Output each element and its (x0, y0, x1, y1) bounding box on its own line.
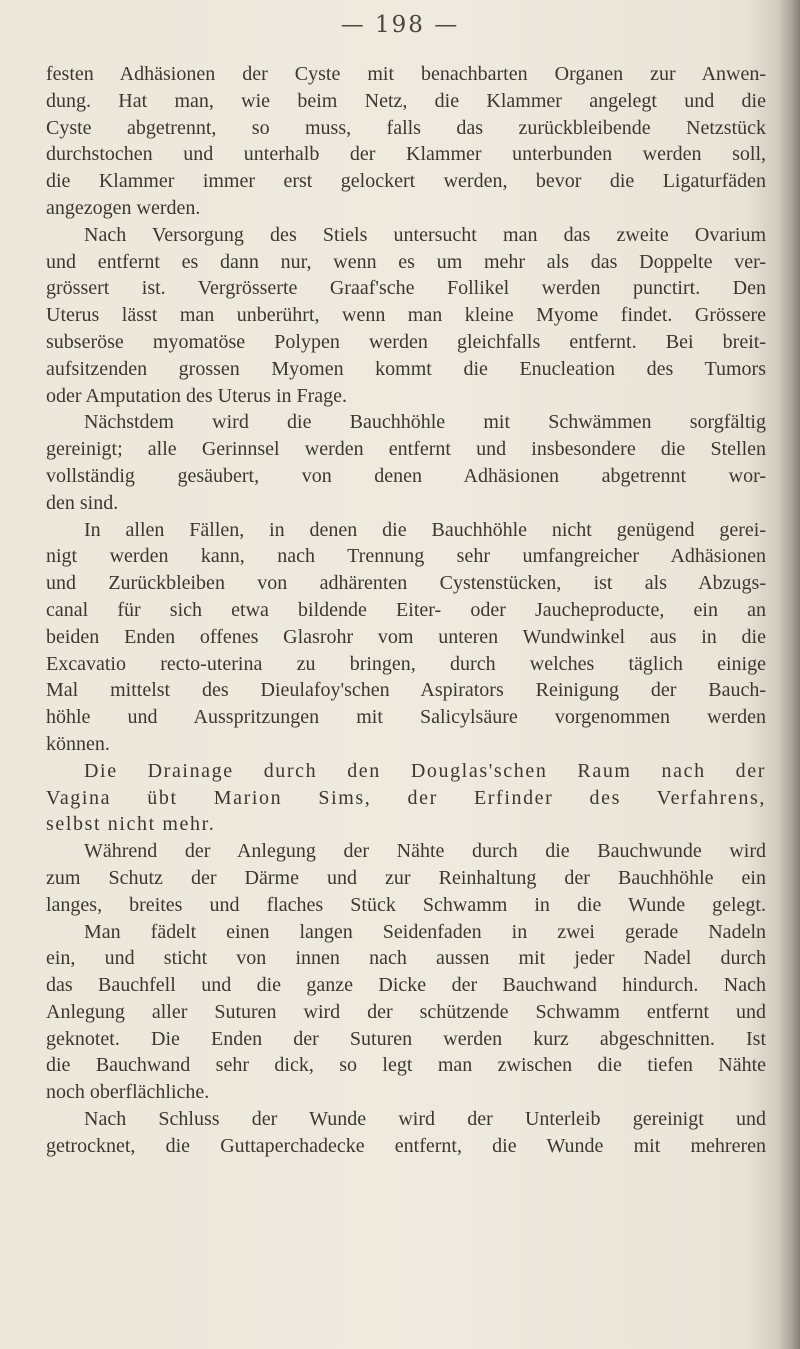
text-line: können. (46, 732, 110, 755)
text-line: oder Amputation des Uterus in Frage. (46, 384, 348, 407)
body-text (46, 61, 766, 1160)
text-line: Cyste abgetrennt, so muss, falls das zurückbleibende Netzstück (46, 116, 766, 139)
text-line: selbst nicht mehr. (46, 813, 216, 836)
text-line: höhle und Ausspritzungen mit Salicylsäure vorgenommen werden (46, 706, 766, 729)
page-edge-shadow (778, 0, 800, 1349)
text-line: festen Adhäsionen der Cyste mit benachbarten Organen zur Anwen- (46, 63, 766, 85)
text-line: die Bauchwand sehr dick, so legt man zwischen die tiefen Nähte (46, 1054, 766, 1077)
text-line: zum Schutz der Därme und zur Reinhaltung der Bauchhöhle ein (46, 866, 766, 889)
text-line: nigt werden kann, nach Trennung sehr umfangreicher Adhäsionen (46, 545, 766, 568)
text-line: und Zurückbleiben von adhärenten Cystenstücken, ist als Abzugs- (46, 572, 766, 595)
text-line: die Klammer immer erst gelockert werden, bevor die Ligaturfäden (46, 170, 766, 193)
text-line: Man fädelt einen langen Seidenfaden in zwei gerade Nadeln (84, 920, 766, 943)
text-line: getrocknet, die Guttaperchadecke entfernt, die Wunde mit mehreren (46, 1134, 766, 1157)
text-line: durchstochen und unterhalb der Klammer unterbunden werden soll, (46, 143, 766, 166)
text-line: das Bauchfell und die ganze Dicke der Bauchwand hindurch. Nach (46, 974, 766, 997)
text-line: angezogen werden. (46, 196, 201, 219)
text-line: Nach Schluss der Wunde wird der Unterleib gereinigt und (84, 1108, 766, 1131)
text-line: aufsitzenden grossen Myomen kommt die Enucleation des Tumors (46, 357, 766, 380)
text-line: Vagina übt Marion Sims, der Erfinder des Verfahrens, (46, 786, 766, 809)
text-line: Während der Anlegung der Nähte durch die Bauchwunde wird (84, 840, 766, 863)
text-line: In allen Fällen, in denen die Bauchhöhle nicht genügend gerei- (84, 518, 766, 541)
text-line: und entfernt es dann nur, wenn es um mehr als das Doppelte ver- (46, 250, 766, 273)
page-number: — 198 — (340, 12, 460, 38)
text-line: Nächstdem wird die Bauchhöhle mit Schwämmen sorgfältig (84, 411, 766, 434)
text-line: Uterus lässt man unberührt, wenn man kleine Myome findet. Grössere (46, 304, 766, 327)
text-line: Nach Versorgung des Stiels untersucht man das zweite Ovarium (84, 223, 766, 246)
text-line: canal für sich etwa bildende Eiter- oder Jaucheproducte, ein an (46, 598, 766, 621)
text-line: vollständig gesäubert, von denen Adhäsionen abgetrennt wor- (46, 464, 766, 487)
text-line: geknotet. Die Enden der Suturen werden kurz abgeschnitten. Ist (46, 1027, 766, 1050)
text-line: Anlegung aller Suturen wird der schützende Schwamm entfernt und (46, 1000, 766, 1023)
text-line: dung. Hat man, wie beim Netz, die Klammer angelegt und die (46, 89, 766, 112)
text-line: Excavatio recto-uterina zu bringen, durch welches täglich einige (46, 652, 766, 675)
text-line: grössert ist. Vergrösserte Graaf'sche Follikel werden punctirt. Den (46, 277, 766, 300)
text-line: Die Drainage durch den Douglas'schen Raum nach der (84, 759, 766, 782)
text-line: noch oberflächliche. (46, 1081, 210, 1104)
text-line: subseröse myomatöse Polypen werden gleichfalls entfernt. Bei breit- (46, 330, 766, 353)
text-line: beiden Enden offenes Glasrohr vom unteren Wundwinkel aus in die (46, 625, 766, 648)
text-line: Mal mittelst des Dieulafoy'schen Aspirators Reinigung der Bauch- (46, 679, 766, 702)
text-line: langes, breites und flaches Stück Schwamm in die Wunde gelegt. (46, 893, 766, 916)
text-line: ein, und sticht von innen nach aussen mit jeder Nadel durch (46, 947, 766, 970)
text-line: gereinigt; alle Gerinnsel werden entfernt und insbesondere die Stellen (46, 438, 766, 461)
text-line: den sind. (46, 491, 119, 514)
